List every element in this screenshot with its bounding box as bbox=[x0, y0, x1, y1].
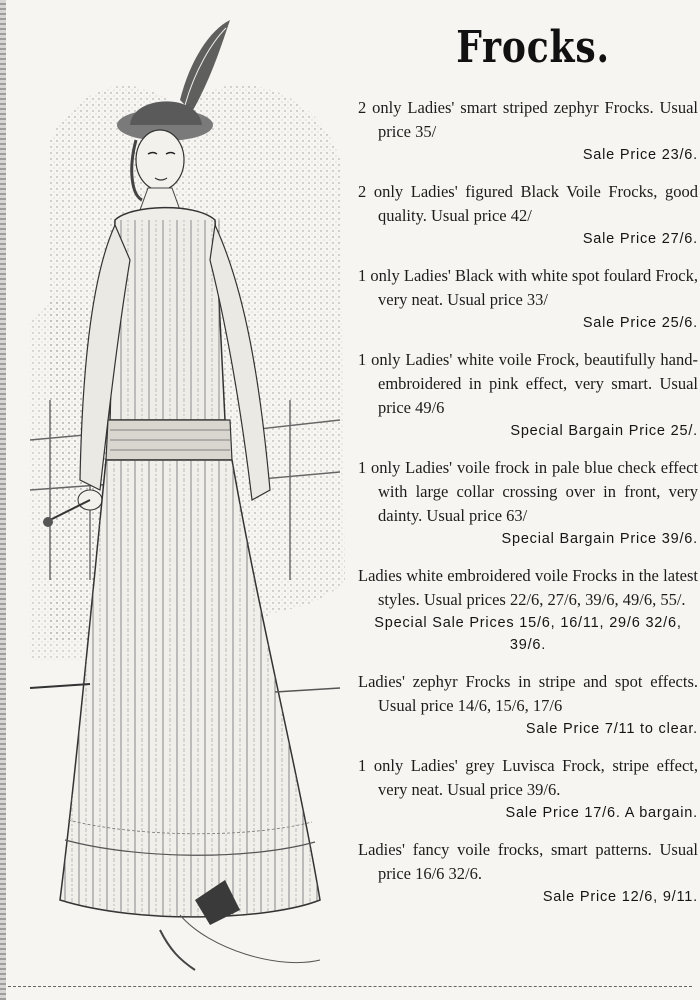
item-description: Ladies' fancy voile frocks, smart patterns. Usual price 16/6 32/6. bbox=[358, 840, 698, 883]
item-description: 1 only Ladies' white voile Frock, beautifully hand-embroidered in pink effect, very smart. Usual price 49/6 bbox=[358, 350, 698, 417]
sale-price: Sale Price 7/11 to clear. bbox=[525, 721, 698, 737]
item-description: 1 only Ladies' Black with white spot foulard Frock, very neat. Usual price 33/ bbox=[358, 266, 698, 309]
item-description: 1 only Ladies' grey Luvisca Frock, stripe effect, very neat. Usual price 39/6. bbox=[358, 756, 698, 799]
list-item bbox=[358, 96, 698, 166]
sale-price: Special Bargain Price 25/. bbox=[510, 423, 698, 439]
sale-price: Special Sale Prices 15/6, 16/11, 29/6 32/6, 39/6. bbox=[374, 615, 682, 653]
sale-price: Sale Price 12/6, 9/11. bbox=[542, 889, 698, 905]
item-description: 2 only Ladies' smart striped zephyr Frocks. Usual price 35/ bbox=[358, 98, 698, 141]
list-item bbox=[358, 838, 698, 908]
list-item bbox=[358, 180, 698, 250]
page-edge-border bbox=[0, 0, 6, 1000]
sale-price: Sale Price 25/6. bbox=[582, 315, 698, 331]
list-item bbox=[358, 754, 698, 824]
sale-price: Sale Price 17/6. A bargain. bbox=[505, 805, 698, 821]
woman-in-frock-illustration bbox=[20, 20, 350, 980]
list-item bbox=[358, 456, 698, 550]
sale-price: Sale Price 23/6. bbox=[582, 147, 698, 163]
item-description: 1 only Ladies' voile frock in pale blue check effect with large collar crossing over in front, very dainty. Usual price 63/ bbox=[358, 458, 698, 525]
list-item bbox=[358, 348, 698, 442]
item-description: Ladies' zephyr Frocks in stripe and spot effects. Usual price 14/6, 15/6, 17/6 bbox=[358, 672, 698, 715]
item-description: 2 only Ladies' figured Black Voile Frocks, good quality. Usual price 42/ bbox=[358, 182, 698, 225]
page-title: Frocks. bbox=[456, 22, 610, 73]
list-item bbox=[358, 264, 698, 334]
list-item bbox=[358, 670, 698, 740]
sale-price: Sale Price 27/6. bbox=[582, 231, 698, 247]
sale-price: Special Bargain Price 39/6. bbox=[501, 531, 698, 547]
item-description: Ladies white embroidered voile Frocks in the latest styles. Usual prices 22/6, 27/6, 39/6, 49/6, 55/. bbox=[358, 566, 698, 609]
frock-listing bbox=[358, 96, 698, 922]
bottom-divider bbox=[8, 986, 692, 987]
list-item bbox=[358, 564, 698, 656]
